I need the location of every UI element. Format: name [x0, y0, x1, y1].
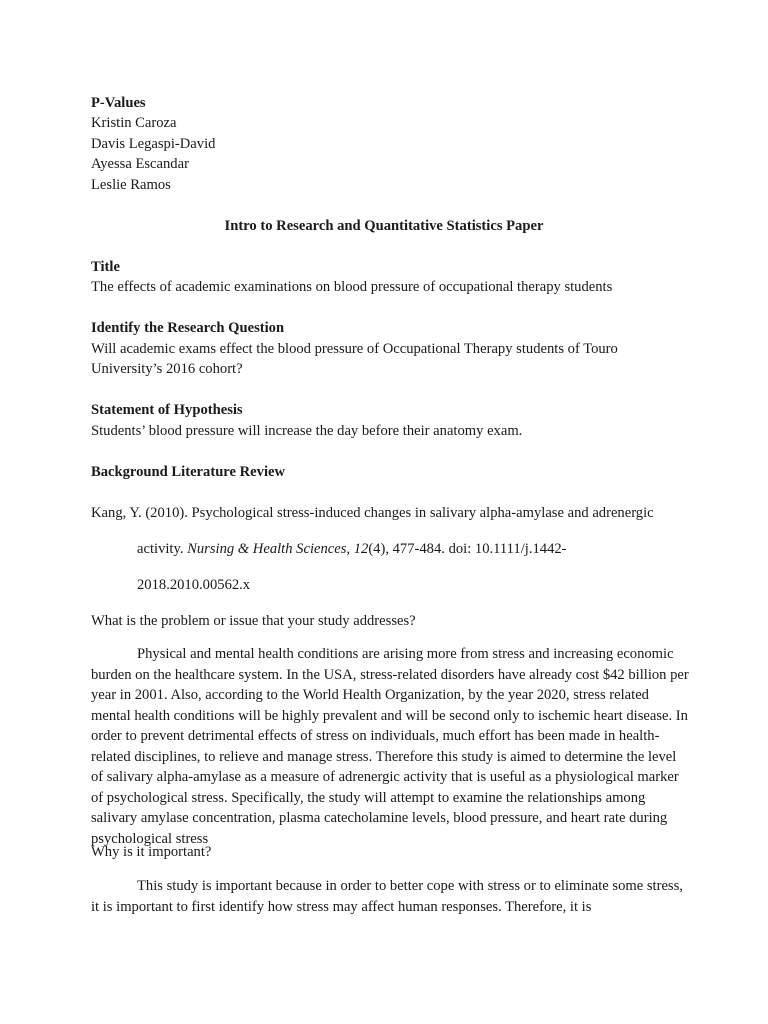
answer-paragraph: Physical and mental health conditions are arising more from stress and increasing economic burden on the healthcare system. In the USA, stress-related disorders have already cost $42 billion per year in 2001. Also, according to the World Health Organization, by the year 2020, stress related mental health conditions will be highly prevalent and will be second only to ischemic heart disease. In order to prevent detrimental effects of stress on individuals, much effort has been made in health-related disciplines, to relieve and manage stress. Therefore this study is aimed to determine the level of salivary alpha-amylase as a measure of adrenergic activity that is useful as a physiological marker of psychological stress. Specifically, the study will attempt to examine the relationships among salivary amylase concentration, plasma catecholamine levels, blood pressure, and heart rate during psychological stress — [91, 646, 689, 847]
author-name: Ayessa Escandar — [91, 156, 189, 172]
section-heading-hypothesis: Statement of Hypothesis — [91, 402, 243, 418]
citation-suffix: (4), 477-484. doi: 10.1111/j.1442- — [368, 541, 567, 557]
citation-line — [137, 539, 567, 559]
citation-line: 2018.2010.00562.x — [137, 577, 251, 593]
section-heading-research-question: Identify the Research Question — [91, 320, 285, 336]
section-heading-literature-review: Background Literature Review — [91, 464, 286, 480]
paper-title: Intro to Research and Quantitative Statistics Paper — [224, 218, 544, 234]
hypothesis-text: Students’ blood pressure will increase the day before their anatomy exam. — [91, 423, 523, 439]
author-name: Davis Legaspi-David — [91, 136, 216, 152]
answer-paragraph: This study is important because in order to better cope with stress or to eliminate some stress, it is important to first identify how stress may affect human responses. Therefore, it is — [91, 878, 683, 915]
citation-prefix: activity. — [137, 541, 188, 557]
author-name: Leslie Ramos — [91, 177, 171, 193]
question-problem: What is the problem or issue that your study addresses? — [91, 613, 416, 629]
research-question-line: Will academic exams effect the blood pressure of Occupational Therapy students of Touro — [91, 341, 618, 357]
question-importance: Why is it important? — [91, 844, 212, 860]
citation-journal: Nursing & Health Sciences, 12 — [187, 541, 369, 557]
author-name: Kristin Caroza — [91, 115, 177, 131]
section-heading-title: Title — [91, 259, 120, 275]
research-question-line: University’s 2016 cohort? — [91, 361, 243, 377]
citation-line: Kang, Y. (2010). Psychological stress-induced changes in salivary alpha-amylase and adrenergic — [91, 505, 654, 521]
group-name: P-Values — [91, 95, 146, 111]
study-title: The effects of academic examinations on blood pressure of occupational therapy students — [91, 279, 613, 295]
